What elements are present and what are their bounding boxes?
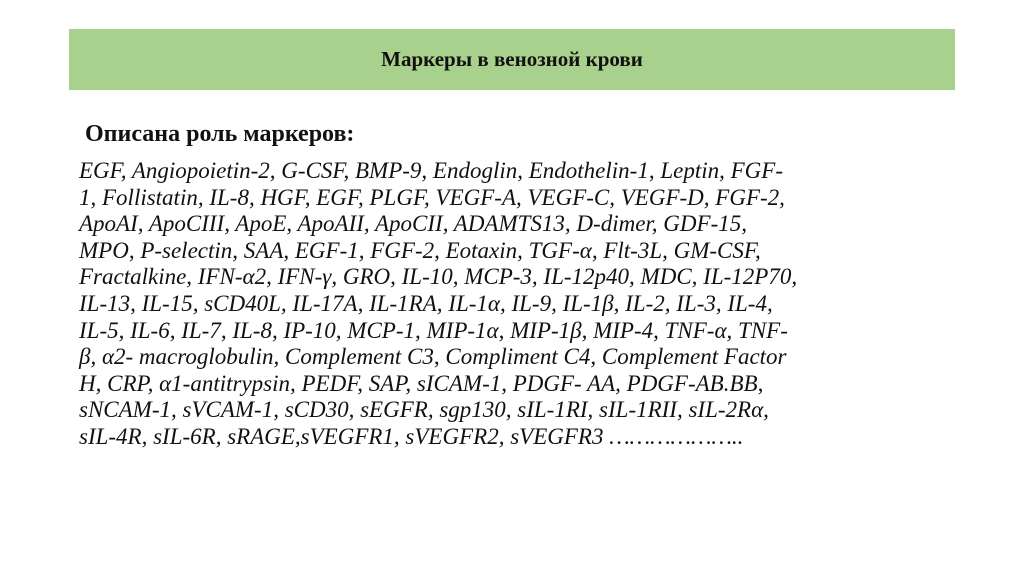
marker-list-line: 1, Follistatin, IL-8, HGF, EGF, PLGF, VEGF-A, VEGF-C, VEGF-D, FGF-2, xyxy=(79,184,785,210)
marker-list-line: MPO, P-selectin, SAA, EGF-1, FGF-2, Eotaxin, TGF-α, Flt-3L, GM-CSF, xyxy=(79,237,761,263)
marker-list-line: ApoAI, ApoCIII, ApoE, ApoAII, ApoCII, ADAMTS13, D-dimer, GDF-15, xyxy=(79,211,747,237)
marker-list-line: sNCAM-1, sVCAM-1, sCD30, sEGFR, sgp130, sIL-1RI, sIL-1RII, sIL-2Rα, xyxy=(79,397,769,423)
marker-list xyxy=(79,158,939,451)
slide-subtitle: Описана роль маркеров: xyxy=(85,121,355,147)
title-bar xyxy=(69,29,955,90)
slide-title: Маркеры в венозной крови xyxy=(381,47,643,71)
marker-list-line: Fractalkine, IFN-α2, IFN-γ, GRO, IL-10, MCP-3, IL-12p40, MDC, IL-12P70, xyxy=(79,264,798,290)
marker-list-line: IL-5, IL-6, IL-7, IL-8, IP-10, MCP-1, MIP-1α, MIP-1β, MIP-4, TNF-α, TNF- xyxy=(79,317,788,343)
marker-list-line: sIL-4R, sIL-6R, sRAGE,sVEGFR1, sVEGFR2, sVEGFR3 ……………….. xyxy=(79,423,744,449)
marker-list-line: H, CRP, α1-antitrypsin, PEDF, SAP, sICAM-1, PDGF- AA, PDGF-AB.BB, xyxy=(79,370,764,396)
marker-list-line: IL-13, IL-15, sCD40L, IL-17A, IL-1RA, IL-1α, IL-9, IL-1β, IL-2, IL-3, IL-4, xyxy=(79,290,773,316)
marker-list-line: EGF, Angiopoietin-2, G-CSF, BMP-9, Endoglin, Endothelin-1, Leptin, FGF- xyxy=(79,158,783,183)
marker-list-line: β, α2- macroglobulin, Complement C3, Compliment C4, Complement Factor xyxy=(79,344,787,370)
